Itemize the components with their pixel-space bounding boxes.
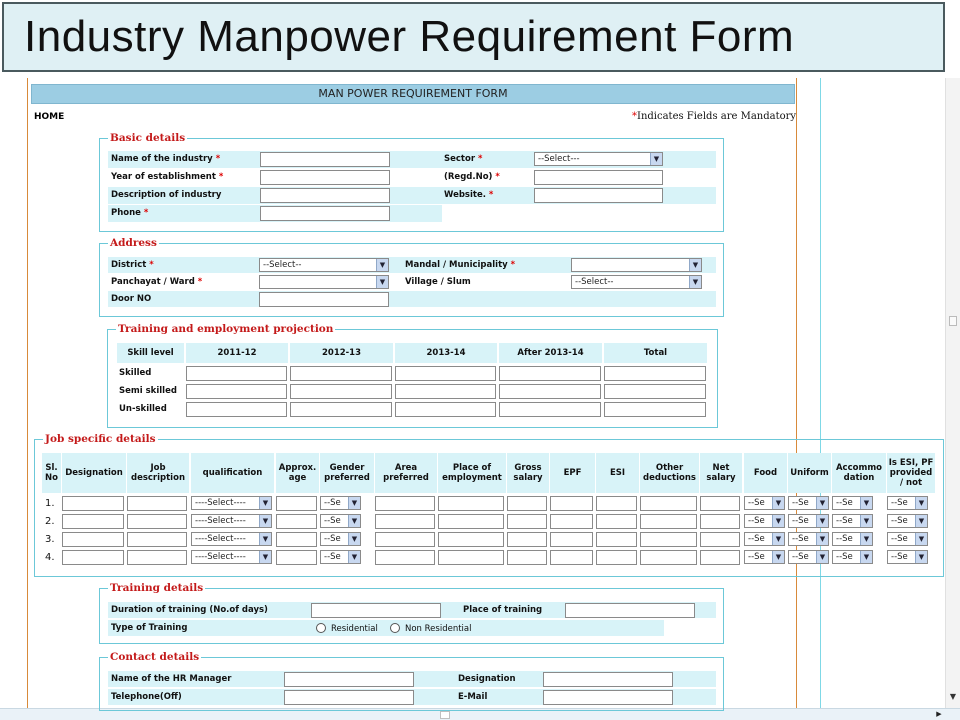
chevron-down-icon: ▼ xyxy=(259,533,271,545)
duration-input[interactable] xyxy=(311,603,441,618)
industry-name-label: Name of the industry * xyxy=(111,154,221,164)
job-cell-input[interactable] xyxy=(596,496,637,511)
job-row-number: 4. xyxy=(45,552,55,563)
form-header: MAN POWER REQUIREMENT FORM xyxy=(31,84,795,104)
job-header-1: Designation xyxy=(62,453,126,493)
chevron-down-icon: ▼ xyxy=(915,515,927,527)
training-type-label: Type of Training xyxy=(111,623,188,633)
website-input[interactable] xyxy=(534,188,663,203)
job-select[interactable]: --Se ▼ xyxy=(320,514,361,528)
hr-manager-input[interactable] xyxy=(284,672,414,687)
phone-input[interactable] xyxy=(260,206,390,221)
training-details-legend: Training details xyxy=(110,582,204,594)
job-header-15: Accommo dation xyxy=(832,453,886,493)
job-cell-input[interactable] xyxy=(62,514,124,529)
job-cell-input[interactable] xyxy=(276,496,317,511)
job-cell-input[interactable] xyxy=(276,514,317,529)
projection-row-label: Skilled xyxy=(119,368,152,378)
chevron-down-icon: ▼ xyxy=(259,497,271,509)
job-cell-input[interactable] xyxy=(375,496,435,511)
district-label: District * xyxy=(111,260,154,270)
vertical-scroll-thumb[interactable] xyxy=(949,316,957,326)
panchayat-label: Panchayat / Ward * xyxy=(111,277,203,287)
projection-cell-input[interactable] xyxy=(290,402,392,417)
job-cell-input[interactable] xyxy=(596,514,637,529)
job-cell-input[interactable] xyxy=(276,532,317,547)
email-label: E-Mail xyxy=(458,692,488,702)
job-header-13: Food xyxy=(744,453,787,493)
job-select[interactable]: --Se ▼ xyxy=(320,496,361,510)
chevron-down-icon: ▼ xyxy=(860,497,872,509)
projection-cell-input[interactable] xyxy=(186,366,287,381)
job-cell-input[interactable] xyxy=(438,532,504,547)
contact-details-legend: Contact details xyxy=(110,651,200,663)
projection-header-2: 2012-13 xyxy=(290,343,393,363)
email-input[interactable] xyxy=(543,690,673,705)
projection-cell-input[interactable] xyxy=(499,366,601,381)
job-select[interactable]: --Se ▼ xyxy=(887,550,928,564)
job-select[interactable]: --Se ▼ xyxy=(887,496,928,510)
job-select[interactable]: --Se ▼ xyxy=(744,532,785,546)
job-header-7: Place of employment xyxy=(438,453,506,493)
job-cell-input[interactable] xyxy=(550,550,593,565)
projection-cell-input[interactable] xyxy=(395,384,496,399)
job-row-number: 1. xyxy=(45,498,55,509)
job-header-6: Area preferred xyxy=(375,453,437,493)
non-residential-label: Non Residential xyxy=(405,624,472,634)
job-cell-input[interactable] xyxy=(550,496,593,511)
door-label: Door NO xyxy=(111,294,152,304)
projection-header-5: Total xyxy=(604,343,707,363)
projection-header-1: 2011-12 xyxy=(186,343,288,363)
qualification-select[interactable]: ----Select---- ▼ xyxy=(191,514,272,528)
chevron-down-icon: ▼ xyxy=(348,551,360,563)
qualification-select[interactable]: ----Select---- ▼ xyxy=(191,496,272,510)
door-input[interactable] xyxy=(259,292,389,307)
panchayat-select[interactable] xyxy=(259,275,389,289)
residential-label: Residential xyxy=(331,624,378,634)
chevron-down-icon: ▼ xyxy=(689,276,701,288)
scroll-down-arrow-icon[interactable]: ▼ xyxy=(949,692,957,701)
job-header-9: EPF xyxy=(550,453,595,493)
job-header-4: Approx. age xyxy=(276,453,319,493)
year-label: Year of establishment * xyxy=(111,172,224,182)
job-cell-input[interactable] xyxy=(438,550,504,565)
chevron-down-icon: ▼ xyxy=(772,533,784,545)
job-cell-input[interactable] xyxy=(62,496,124,511)
job-cell-input[interactable] xyxy=(438,496,504,511)
chevron-down-icon: ▼ xyxy=(816,533,828,545)
mandal-label: Mandal / Municipality * xyxy=(405,260,516,270)
chevron-down-icon: ▼ xyxy=(348,515,360,527)
job-cell-input[interactable] xyxy=(550,514,593,529)
village-select[interactable]: --Select-- ▼ xyxy=(571,275,702,289)
home-link[interactable]: HOME xyxy=(34,112,65,122)
job-cell-input[interactable] xyxy=(596,550,637,565)
job-cell-input[interactable] xyxy=(507,514,547,529)
job-select[interactable]: --Se ▼ xyxy=(887,532,928,546)
job-cell-input[interactable] xyxy=(550,532,593,547)
job-cell-input[interactable] xyxy=(640,532,697,547)
projection-cell-input[interactable] xyxy=(604,366,706,381)
projection-header-4: After 2013-14 xyxy=(499,343,602,363)
mandatory-note: *Indicates Fields are Mandatory xyxy=(632,111,797,122)
chevron-down-icon: ▼ xyxy=(689,259,701,271)
projection-cell-input[interactable] xyxy=(395,366,496,381)
projection-cell-input[interactable] xyxy=(186,384,287,399)
job-header-11: Other deductions xyxy=(640,453,699,493)
job-select[interactable]: --Se ▼ xyxy=(832,532,873,546)
job-cell-input[interactable] xyxy=(375,550,435,565)
slide-title: Industry Manpower Requirement Form xyxy=(24,12,795,61)
projection-header-3: 2013-14 xyxy=(395,343,497,363)
sector-label: Sector * xyxy=(444,154,483,164)
job-select[interactable]: --Se ▼ xyxy=(744,496,785,510)
chevron-down-icon: ▼ xyxy=(860,515,872,527)
telephone-input[interactable] xyxy=(284,690,414,705)
chevron-down-icon: ▼ xyxy=(915,551,927,563)
regd-input[interactable] xyxy=(534,170,663,185)
chevron-down-icon: ▼ xyxy=(772,551,784,563)
sector-select[interactable]: --Select--- ▼ xyxy=(534,152,663,166)
industry-name-input[interactable] xyxy=(260,152,390,167)
qualification-select[interactable]: ----Select---- ▼ xyxy=(191,532,272,546)
job-cell-input[interactable] xyxy=(507,496,547,511)
job-select[interactable]: --Se ▼ xyxy=(788,550,829,564)
residential-radio-icon[interactable] xyxy=(316,623,326,633)
job-cell-input[interactable] xyxy=(127,532,187,547)
job-cell-input[interactable] xyxy=(700,550,740,565)
village-label: Village / Slum xyxy=(405,277,471,287)
frame-border-left xyxy=(27,78,28,708)
chevron-down-icon: ▼ xyxy=(915,533,927,545)
chevron-down-icon: ▼ xyxy=(816,515,828,527)
regd-label: (Regd.No) * xyxy=(444,172,500,182)
job-cell-input[interactable] xyxy=(127,514,187,529)
job-select[interactable]: --Se ▼ xyxy=(744,550,785,564)
job-cell-input[interactable] xyxy=(62,532,124,547)
job-row-number: 2. xyxy=(45,516,55,527)
frame-border-right xyxy=(796,78,797,708)
projection-row-label: Semi skilled xyxy=(119,386,177,396)
website-label: Website. * xyxy=(444,190,494,200)
designation-input[interactable] xyxy=(543,672,673,687)
job-cell-input[interactable] xyxy=(375,532,435,547)
job-header-12: Net salary xyxy=(700,453,742,493)
place-of-training-label: Place of training xyxy=(463,605,543,615)
chevron-down-icon: ▼ xyxy=(816,551,828,563)
year-input[interactable] xyxy=(260,170,390,185)
vertical-scrollbar[interactable] xyxy=(945,78,960,708)
projection-cell-input[interactable] xyxy=(290,384,392,399)
job-header-3: qualification xyxy=(191,453,274,493)
chevron-down-icon: ▼ xyxy=(860,551,872,563)
row-band xyxy=(108,291,716,307)
frame-divider xyxy=(820,78,821,708)
job-cell-input[interactable] xyxy=(700,514,740,529)
description-input[interactable] xyxy=(260,188,390,203)
chevron-down-icon: ▼ xyxy=(348,533,360,545)
job-cell-input[interactable] xyxy=(507,532,547,547)
chevron-down-icon: ▼ xyxy=(772,515,784,527)
job-select[interactable]: --Se ▼ xyxy=(832,496,873,510)
job-header-0: Sl. No xyxy=(42,453,61,493)
job-header-5: Gender preferred xyxy=(320,453,374,493)
district-select[interactable]: --Select-- ▼ xyxy=(259,258,389,272)
projection-cell-input[interactable] xyxy=(395,402,496,417)
job-header-2: Job description xyxy=(127,453,189,493)
projection-cell-input[interactable] xyxy=(499,402,601,417)
job-cell-input[interactable] xyxy=(62,550,124,565)
chevron-down-icon: ▼ xyxy=(650,153,662,165)
job-select[interactable]: --Se ▼ xyxy=(788,514,829,528)
job-cell-input[interactable] xyxy=(700,496,740,511)
place-of-training-input[interactable] xyxy=(565,603,695,618)
job-select[interactable]: --Se ▼ xyxy=(788,496,829,510)
projection-cell-input[interactable] xyxy=(186,402,287,417)
chevron-down-icon: ▼ xyxy=(772,497,784,509)
job-select[interactable]: --Se ▼ xyxy=(320,532,361,546)
projection-cell-input[interactable] xyxy=(499,384,601,399)
projection-cell-input[interactable] xyxy=(604,402,706,417)
chevron-down-icon: ▼ xyxy=(860,533,872,545)
job-row-number: 3. xyxy=(45,534,55,545)
row-band xyxy=(108,620,664,636)
chevron-down-icon: ▼ xyxy=(816,497,828,509)
job-cell-input[interactable] xyxy=(127,496,187,511)
projection-header-0: Skill level xyxy=(117,343,184,363)
chevron-down-icon: ▼ xyxy=(915,497,927,509)
address-legend: Address xyxy=(110,237,157,249)
basic-details-legend: Basic details xyxy=(110,132,186,144)
duration-label: Duration of training (No.of days) xyxy=(111,605,268,615)
job-cell-input[interactable] xyxy=(507,550,547,565)
job-header-14: Uniform xyxy=(788,453,831,493)
designation-label: Designation xyxy=(458,674,516,684)
job-select[interactable]: --Se ▼ xyxy=(744,514,785,528)
chevron-down-icon: ▼ xyxy=(376,259,388,271)
job-select[interactable]: --Se ▼ xyxy=(832,550,873,564)
job-cell-input[interactable] xyxy=(640,496,697,511)
chevron-down-icon: ▼ xyxy=(259,551,271,563)
hr-manager-label: Name of the HR Manager xyxy=(111,674,232,684)
projection-legend: Training and employment projection xyxy=(118,323,334,335)
non-residential-radio-icon[interactable] xyxy=(390,623,400,633)
chevron-down-icon: ▼ xyxy=(348,497,360,509)
chevron-down-icon: ▼ xyxy=(259,515,271,527)
projection-cell-input[interactable] xyxy=(604,384,706,399)
job-cell-input[interactable] xyxy=(640,514,697,529)
job-select[interactable]: --Se ▼ xyxy=(788,532,829,546)
scroll-right-arrow-icon[interactable]: ▶ xyxy=(936,710,942,718)
slide-title-bar xyxy=(2,2,945,72)
job-cell-input[interactable] xyxy=(596,532,637,547)
chevron-down-icon: ▼ xyxy=(376,276,388,288)
description-label: Description of industry xyxy=(111,190,222,200)
projection-row-label: Un-skilled xyxy=(119,404,167,414)
job-cell-input[interactable] xyxy=(276,550,317,565)
job-cell-input[interactable] xyxy=(438,514,504,529)
job-header-10: ESI xyxy=(596,453,639,493)
mandal-select[interactable] xyxy=(571,258,702,272)
job-select[interactable]: --Se ▼ xyxy=(832,514,873,528)
job-cell-input[interactable] xyxy=(127,550,187,565)
job-cell-input[interactable] xyxy=(700,532,740,547)
job-details-legend: Job specific details xyxy=(45,433,156,445)
telephone-label: Telephone(Off) xyxy=(111,692,182,702)
job-cell-input[interactable] xyxy=(375,514,435,529)
qualification-select[interactable]: ----Select---- ▼ xyxy=(191,550,272,564)
job-select[interactable]: --Se ▼ xyxy=(887,514,928,528)
job-header-16: Is ESI, PF provided / not xyxy=(887,453,935,493)
job-header-8: Gross salary xyxy=(507,453,549,493)
job-select[interactable]: --Se ▼ xyxy=(320,550,361,564)
job-cell-input[interactable] xyxy=(640,550,697,565)
phone-label: Phone * xyxy=(111,208,149,218)
projection-cell-input[interactable] xyxy=(290,366,392,381)
horizontal-scroll-thumb[interactable] xyxy=(440,711,450,719)
